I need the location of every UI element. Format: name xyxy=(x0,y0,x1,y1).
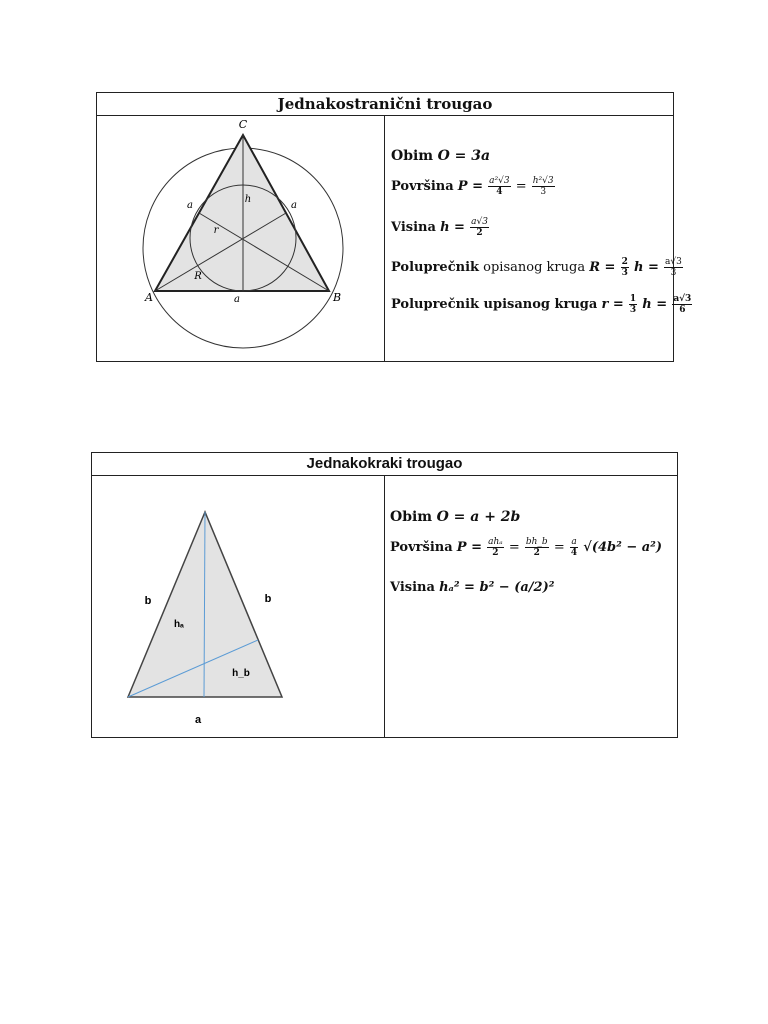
fraction: $\frac{1}{3}$ xyxy=(629,294,637,315)
area-formula: Površina P = ahₐ 2 = $\frac{bh\_b}{2}$ = $\frac{a}{4}$ √(4b² − a²) xyxy=(390,537,663,558)
vertex-label-c: C xyxy=(238,118,248,131)
column-divider xyxy=(384,116,385,361)
area-formula: Površina P = $\frac{\text{a²√3}}{4}$ = $\frac{\text{h²√3}}{3}$ xyxy=(391,176,554,197)
side-label-a-bottom: a xyxy=(234,294,240,305)
perimeter-formula: Obim O = a + 2b xyxy=(390,509,521,525)
fraction: $\frac{a√3}{2}$ xyxy=(471,217,488,238)
fraction: $\frac{\text{h²√3}}{3}$ xyxy=(532,176,554,197)
formulas-column xyxy=(391,116,692,361)
height-formula: Visina hₐ² = b² − (a/2)² xyxy=(390,580,555,595)
triangle-abc xyxy=(155,135,329,291)
table-title: Jednakostranični trougao xyxy=(97,93,673,116)
isosceles-table xyxy=(91,452,678,738)
circumradius-formula: Poluprečnik opisanog kruga R = $\frac{2}{3}$ h = $\frac{a√3}{3}$ xyxy=(391,257,682,278)
height-label-ha: hₐ xyxy=(174,619,184,630)
column-divider xyxy=(384,476,385,737)
side-label-b-right: b xyxy=(264,593,272,605)
vertex-label-a: A xyxy=(145,291,153,304)
fraction: $\frac{a√3}{6}$ xyxy=(673,294,692,315)
height-label-hb: h_b xyxy=(232,668,250,679)
side-label-b-left: b xyxy=(144,595,152,607)
table-title: Jednakokraki trougao xyxy=(92,453,677,476)
fraction: $\frac{a}{4}$ xyxy=(570,537,578,558)
fraction: $\frac{\text{a²√3}}{4}$ xyxy=(489,176,510,197)
height-formula: Visina h = $\frac{a√3}{2}$ xyxy=(391,217,488,238)
vertex-label-b: B xyxy=(332,291,342,304)
base-label-a: a xyxy=(194,714,202,726)
fraction: $\frac{bh\_b}{2}$ xyxy=(525,537,548,558)
fraction: $\frac{a√3}{3}$ xyxy=(665,257,682,278)
fraction: $\frac{2}{3}$ xyxy=(621,257,628,278)
formulas-column xyxy=(390,476,675,738)
fraction: ahₐ 2 xyxy=(488,537,503,558)
circumradius-label: R xyxy=(194,271,202,282)
equilateral-triangle-figure xyxy=(97,116,384,361)
inradius-label: r xyxy=(213,225,219,236)
height-label: h xyxy=(244,194,252,205)
perimeter-formula: Obim O = 3a xyxy=(391,148,491,164)
inradius-formula: Poluprečnik upisanog kruga r = $\frac{1}{3}$ h = $\frac{a√3}{6}$ xyxy=(391,294,692,315)
equilateral-table xyxy=(96,92,692,362)
side-label-a-left: a xyxy=(187,200,193,211)
isosceles-triangle-figure xyxy=(92,476,384,738)
side-label-a-right: a xyxy=(291,200,297,211)
